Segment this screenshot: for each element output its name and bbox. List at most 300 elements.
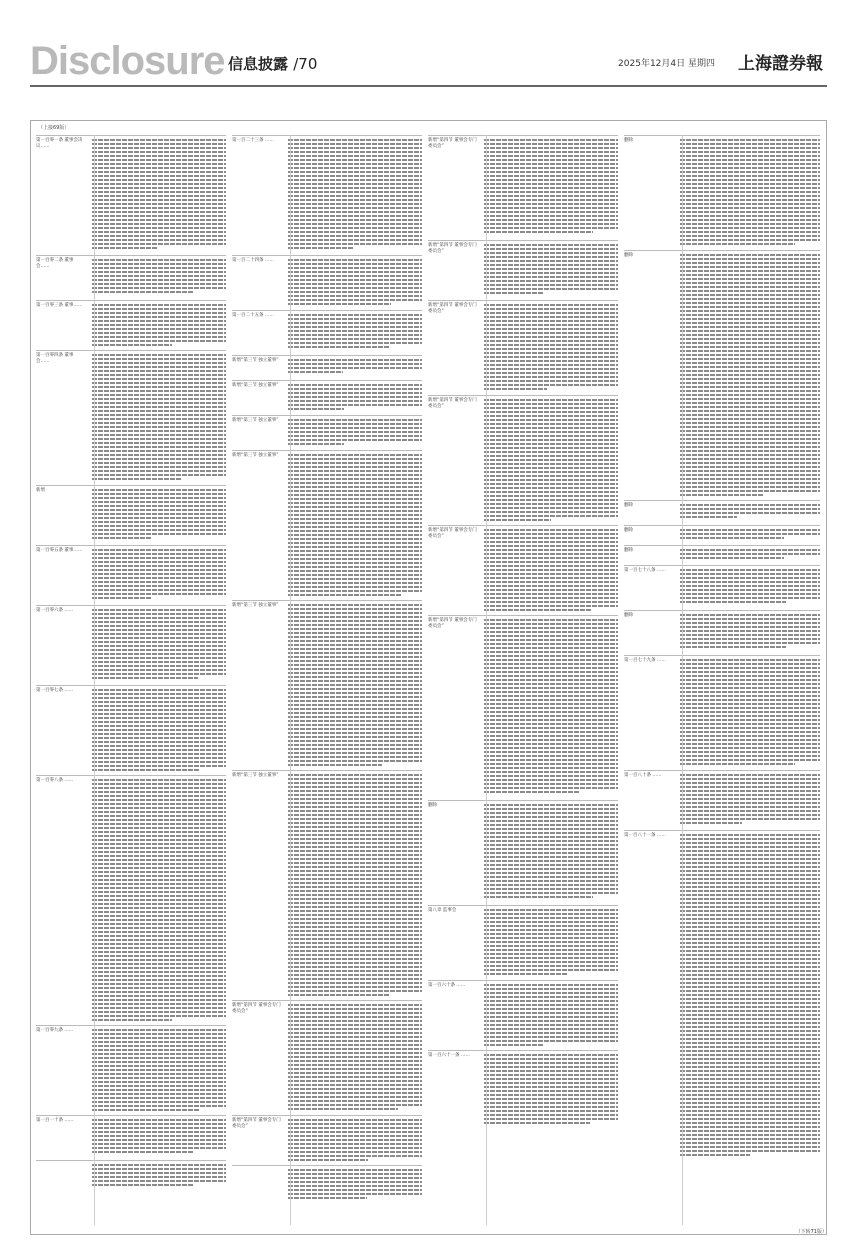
- text-line: [680, 1062, 820, 1064]
- text-line: [484, 812, 618, 814]
- text-line: [288, 1139, 422, 1141]
- text-line: [680, 258, 820, 260]
- text-line: [484, 332, 618, 334]
- text-line: [92, 847, 226, 849]
- text-line: [484, 159, 618, 161]
- text-line: [680, 790, 820, 792]
- text-line: [288, 219, 422, 221]
- text-line: [484, 767, 618, 769]
- text-line: [288, 704, 422, 706]
- table-row: [36, 135, 226, 256]
- text-line: [680, 215, 820, 217]
- text-line: [680, 199, 820, 201]
- text-line: [288, 760, 422, 762]
- text-line: [484, 1082, 618, 1084]
- text-line: [680, 1094, 820, 1096]
- text-line: [484, 671, 618, 673]
- text-line: [288, 1068, 422, 1070]
- text-line: [92, 183, 226, 185]
- text-line: [92, 215, 226, 217]
- text-line: [92, 406, 226, 408]
- newspaper-name: 上海證券報: [738, 54, 823, 74]
- text-line: [92, 489, 226, 491]
- text-line: [484, 639, 618, 641]
- text-line: [92, 653, 226, 655]
- text-line: [484, 921, 618, 923]
- text-line: [484, 880, 618, 882]
- text-line: [680, 254, 820, 256]
- text-line: [484, 288, 618, 290]
- text-line: [92, 769, 199, 771]
- text-line: [484, 848, 618, 850]
- text-line: [680, 986, 820, 988]
- text-line: [288, 231, 422, 233]
- text-line: [680, 882, 820, 884]
- text-line: [92, 1019, 172, 1021]
- text-line: [484, 207, 618, 209]
- text-line: [484, 533, 618, 535]
- text-block: [288, 1004, 422, 1112]
- text-line: [680, 1006, 820, 1008]
- row-label: 新增“第三节 独立董事”: [232, 358, 279, 363]
- text-line: [484, 573, 618, 575]
- table-row: [232, 415, 422, 451]
- text-line: [92, 328, 226, 330]
- text-line: [680, 755, 820, 757]
- text-line: [484, 844, 618, 846]
- text-line: [288, 299, 422, 301]
- text-line: [484, 739, 618, 741]
- text-line: [484, 380, 618, 382]
- text-line: [680, 687, 820, 689]
- text-line: [484, 868, 618, 870]
- text-line: [680, 822, 742, 824]
- text-line: [288, 1185, 422, 1187]
- text-line: [92, 795, 226, 797]
- text-line: [288, 676, 422, 678]
- text-line: [288, 974, 422, 976]
- text-line: [288, 1032, 422, 1034]
- text-line: [680, 442, 820, 444]
- text-line: [288, 502, 422, 504]
- text-line: [484, 695, 618, 697]
- text-line: [92, 191, 226, 193]
- text-line: [484, 635, 618, 637]
- row-label: 新增“第四节 董事会专门委员会”: [428, 243, 477, 254]
- text-line: [92, 211, 226, 213]
- text-line: [680, 1086, 820, 1088]
- text-line: [680, 454, 820, 456]
- text-line: [288, 870, 422, 872]
- text-line: [484, 824, 618, 826]
- text-line: [484, 1020, 618, 1022]
- text-line: [92, 779, 226, 781]
- text-block: [288, 454, 422, 598]
- text-line: [92, 1139, 226, 1141]
- text-line: [288, 207, 422, 209]
- text-line: [288, 562, 422, 564]
- text-line: [484, 703, 618, 705]
- text-line: [92, 745, 226, 747]
- text-line: [680, 470, 820, 472]
- text-line: [288, 458, 422, 460]
- text-line: [288, 494, 422, 496]
- text-line: [288, 822, 422, 824]
- text-line: [92, 621, 226, 623]
- text-line: [288, 624, 422, 626]
- text-line: [680, 739, 820, 741]
- text-line: [484, 553, 618, 555]
- text-line: [484, 1054, 618, 1056]
- text-line: [484, 231, 593, 233]
- text-line: [680, 362, 820, 364]
- text-line: [680, 1046, 820, 1048]
- text-line: [92, 1007, 226, 1009]
- row-label: 第一百六十一条 ……: [428, 1053, 470, 1058]
- text-line: [288, 604, 422, 606]
- text-line: [484, 808, 618, 810]
- text-line: [484, 260, 618, 262]
- text-line: [288, 628, 422, 630]
- text-line: [680, 402, 820, 404]
- text-line: [484, 1122, 590, 1124]
- text-line: [484, 179, 618, 181]
- text-line: [92, 442, 226, 444]
- text-line: [680, 679, 820, 681]
- text-line: [484, 961, 618, 963]
- text-line: [288, 1193, 422, 1195]
- text-line: [484, 407, 618, 409]
- table-row: [428, 395, 618, 526]
- text-line: [680, 699, 820, 701]
- text-line: [484, 597, 618, 599]
- text-line: [288, 259, 422, 261]
- text-line: [680, 1070, 820, 1072]
- text-line: [288, 431, 422, 433]
- text-line: [92, 701, 226, 703]
- text-line: [288, 326, 422, 328]
- text-line: [680, 195, 820, 197]
- text-line: [288, 1177, 422, 1179]
- text-line: [484, 264, 618, 266]
- text-line: [92, 665, 226, 667]
- text-line: [680, 171, 820, 173]
- text-line: [680, 874, 820, 876]
- text-line: [92, 533, 226, 535]
- text-line: [680, 446, 820, 448]
- text-line: [484, 953, 618, 955]
- text-line: [288, 1044, 422, 1046]
- text-line: [288, 338, 422, 340]
- row-label: 新增“第四节 董事会专门委员会”: [428, 138, 477, 149]
- text-line: [288, 906, 422, 908]
- text-line: [680, 151, 820, 153]
- text-line: [92, 143, 226, 145]
- table-row: [232, 355, 422, 381]
- text-line: [288, 1135, 422, 1137]
- text-line: [288, 1052, 422, 1054]
- text-line: [92, 1003, 226, 1005]
- text-line: [680, 597, 820, 599]
- text-line: [484, 852, 618, 854]
- text-line: [680, 695, 820, 697]
- text-line: [92, 163, 226, 165]
- text-line: [484, 459, 618, 461]
- text-block: [288, 774, 422, 998]
- page-number: /70: [293, 55, 318, 73]
- text-line: [92, 705, 226, 707]
- text-line: [92, 867, 226, 869]
- text-line: [484, 1044, 544, 1046]
- text-line: [92, 147, 226, 149]
- text-line: [288, 1076, 422, 1078]
- text-line: [680, 494, 764, 496]
- text-line: [484, 175, 618, 177]
- masthead: [30, 40, 827, 84]
- text-line: [92, 915, 226, 917]
- text-line: [92, 641, 226, 643]
- text-line: [92, 1143, 226, 1145]
- text-line: [484, 368, 618, 370]
- text-block: [92, 304, 226, 348]
- text-line: [680, 1018, 820, 1020]
- text-line: [288, 554, 422, 556]
- text-line: [92, 513, 226, 515]
- text-line: [288, 782, 422, 784]
- text-line: [680, 179, 820, 181]
- text-line: [680, 786, 820, 788]
- text-block: [288, 1169, 422, 1201]
- text-line: [288, 322, 422, 324]
- text-line: [92, 1105, 226, 1107]
- text-line: [680, 211, 820, 213]
- text-line: [92, 557, 226, 559]
- text-line: [484, 743, 618, 745]
- text-line: [92, 159, 226, 161]
- text-line: [484, 872, 618, 874]
- row-label: 新增“第三节 独立董事”: [232, 418, 279, 423]
- text-line: [680, 707, 820, 709]
- table-row: [36, 300, 226, 351]
- text-line: [288, 1104, 422, 1106]
- text-line: [92, 1135, 226, 1137]
- text-line: [288, 608, 422, 610]
- text-line: [92, 167, 226, 169]
- text-line: [92, 430, 226, 432]
- text-line: [484, 1024, 618, 1026]
- text-line: [288, 720, 422, 722]
- column-divider: [94, 135, 95, 1225]
- text-line: [680, 1058, 820, 1060]
- text-line: [484, 511, 618, 513]
- text-line: [92, 1127, 226, 1129]
- text-block: [484, 399, 618, 523]
- text-line: [484, 787, 618, 789]
- text-line: [92, 1057, 226, 1059]
- text-line: [484, 324, 618, 326]
- text-line: [680, 354, 820, 356]
- text-block: [288, 1119, 422, 1163]
- text-line: [680, 1030, 820, 1032]
- text-line: [288, 558, 422, 560]
- text-line: [484, 663, 618, 665]
- text-line: [680, 810, 820, 812]
- text-line: [92, 354, 226, 356]
- text-block: [288, 259, 422, 307]
- text-line: [92, 749, 226, 751]
- text-line: [288, 950, 422, 952]
- text-line: [484, 203, 618, 205]
- text-line: [680, 386, 820, 388]
- section-title: [228, 53, 317, 74]
- text-block: [484, 244, 618, 296]
- text-line: [680, 430, 820, 432]
- text-line: [680, 858, 820, 860]
- text-line: [288, 740, 422, 742]
- text-line: [288, 648, 422, 650]
- text-line: [92, 358, 226, 360]
- text-line: [288, 223, 422, 225]
- text-line: [680, 549, 820, 551]
- text-line: [680, 508, 820, 510]
- text-line: [484, 384, 618, 386]
- text-line: [680, 870, 820, 872]
- text-line: [680, 167, 820, 169]
- text-line: [484, 836, 618, 838]
- text-line: [92, 573, 226, 575]
- text-line: [288, 684, 422, 686]
- text-line: [288, 155, 422, 157]
- text-line: [680, 622, 820, 624]
- row-label: 第一百二十三条 ……: [232, 138, 274, 143]
- text-line: [288, 656, 422, 658]
- text-line: [288, 910, 422, 912]
- table-row: [232, 135, 422, 256]
- text-line: [484, 268, 618, 270]
- text-line: [92, 783, 226, 785]
- text-line: [484, 593, 618, 595]
- text-line: [92, 537, 151, 539]
- table-row: [624, 250, 820, 501]
- brand-logo: Disclosure: [30, 39, 225, 83]
- text-line: [92, 1147, 226, 1149]
- table-row: [428, 240, 618, 301]
- text-line: [484, 328, 618, 330]
- text-line: [484, 143, 618, 145]
- text-line: [680, 759, 820, 761]
- text-line: [680, 581, 820, 583]
- text-block: [92, 779, 226, 1023]
- text-line: [484, 707, 618, 709]
- text-line: [484, 605, 618, 607]
- text-line: [92, 753, 226, 755]
- text-line: [92, 565, 226, 567]
- text-line: [484, 929, 618, 931]
- text-line: [92, 529, 226, 531]
- text-line: [680, 659, 820, 661]
- text-block: [680, 569, 820, 605]
- text-line: [92, 155, 226, 157]
- text-line: [288, 1096, 422, 1098]
- text-line: [92, 979, 226, 981]
- text-line: [680, 155, 820, 157]
- text-line: [92, 649, 226, 651]
- text-line: [288, 958, 422, 960]
- text-line: [92, 883, 226, 885]
- row-label: 第一百零六条 ……: [36, 608, 74, 613]
- text-line: [484, 360, 618, 362]
- text-line: [484, 569, 618, 571]
- text-line: [92, 1093, 226, 1095]
- text-line: [288, 546, 422, 548]
- text-line: [92, 203, 226, 205]
- text-line: [680, 589, 820, 591]
- text-line: [288, 668, 422, 670]
- continued-to: （下转71版）: [795, 1229, 827, 1235]
- text-line: [680, 243, 795, 245]
- text-line: [484, 541, 618, 543]
- text-line: [288, 542, 422, 544]
- text-line: [484, 495, 618, 497]
- text-line: [92, 402, 226, 404]
- text-line: [288, 926, 422, 928]
- text-line: [288, 696, 422, 698]
- text-line: [484, 715, 618, 717]
- text-line: [680, 727, 820, 729]
- text-line: [484, 941, 618, 943]
- text-line: [680, 1114, 820, 1116]
- text-line: [92, 967, 226, 969]
- column-divider: [290, 135, 291, 1225]
- text-line: [92, 561, 226, 563]
- text-line: [288, 902, 422, 904]
- row-label: 新增“第四节 董事会专门委员会”: [428, 618, 477, 629]
- text-line: [288, 954, 422, 956]
- text-line: [680, 711, 820, 713]
- text-line: [288, 247, 354, 249]
- text-line: [484, 344, 618, 346]
- text-line: [288, 151, 422, 153]
- text-line: [288, 1092, 422, 1094]
- text-line: [288, 334, 422, 336]
- text-line: [484, 471, 618, 473]
- text-line: [484, 292, 543, 294]
- text-line: [288, 748, 422, 750]
- text-line: [484, 411, 618, 413]
- text-line: [680, 667, 820, 669]
- text-line: [92, 446, 226, 448]
- text-line: [680, 426, 820, 428]
- text-line: [288, 179, 422, 181]
- table-row: [624, 545, 820, 566]
- text-line: [288, 263, 422, 265]
- text-line: [92, 999, 226, 1001]
- text-line: [92, 370, 226, 372]
- text-line: [484, 1000, 618, 1002]
- text-line: [484, 988, 618, 990]
- text-line: [680, 334, 820, 336]
- text-line: [92, 1164, 226, 1166]
- text-line: [92, 1073, 226, 1075]
- text-line: [92, 787, 226, 789]
- text-line: [680, 794, 820, 796]
- text-line: [288, 1155, 422, 1157]
- text-line: [680, 774, 820, 776]
- text-line: [92, 819, 226, 821]
- text-line: [484, 336, 618, 338]
- text-line: [288, 1197, 367, 1199]
- text-line: [92, 1184, 193, 1186]
